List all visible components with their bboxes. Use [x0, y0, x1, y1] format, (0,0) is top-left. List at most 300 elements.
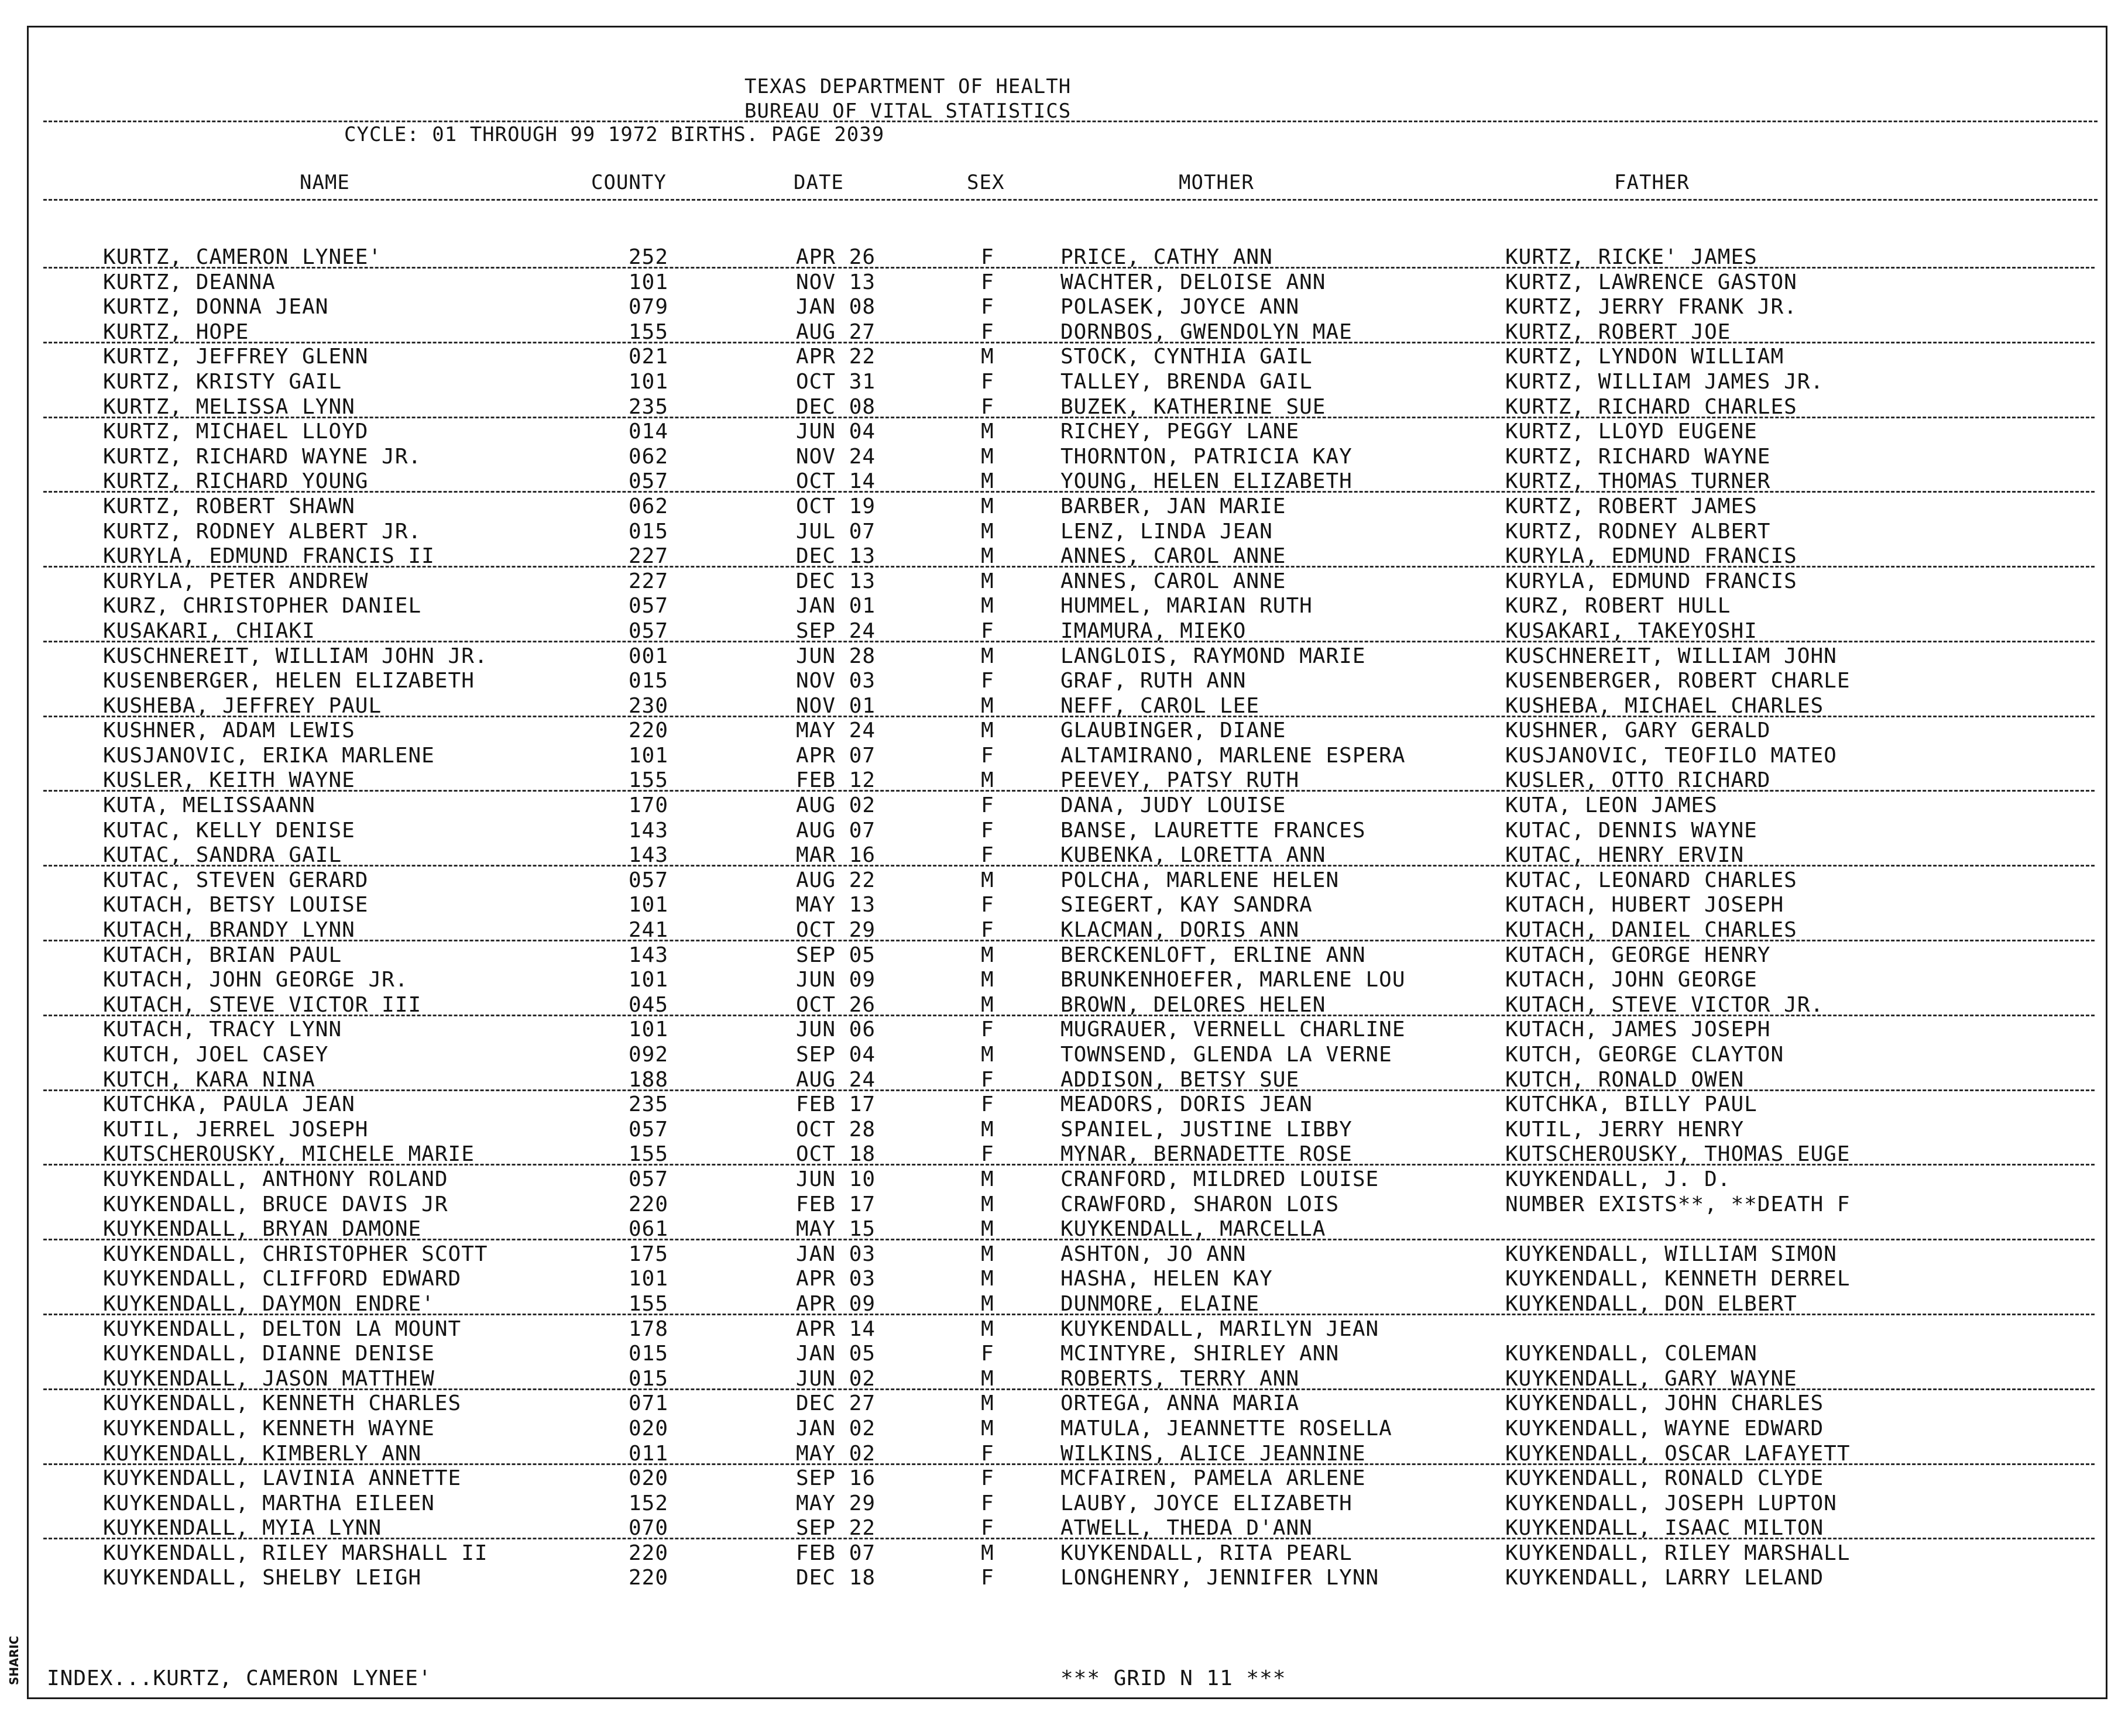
- cell-county: 143: [629, 818, 669, 843]
- cell-date: NOV 13: [796, 270, 876, 294]
- cell-county: 235: [629, 1092, 669, 1117]
- cell-name: KUSAKARI, CHIAKI: [103, 618, 315, 643]
- cell-mother: LAUBY, JOYCE ELIZABETH: [1060, 1491, 1353, 1515]
- cell-date: MAR 16: [796, 843, 876, 868]
- cell-sex: M: [981, 544, 994, 569]
- cell-sex: F: [981, 618, 994, 643]
- cell-mother: MCINTYRE, SHIRLEY ANN: [1060, 1342, 1340, 1366]
- cell-name: KUYKENDALL, DAYMON ENDRE': [103, 1291, 435, 1316]
- cell-name: KURTZ, MELISSA LYNN: [103, 394, 355, 419]
- cell-mother: GRAF, RUTH ANN: [1060, 669, 1247, 693]
- cell-name: KURTZ, MICHAEL LLOYD: [103, 420, 369, 444]
- cell-date: JUN 10: [796, 1167, 876, 1191]
- cell-father: KUTCH, GEORGE CLAYTON: [1505, 1043, 1784, 1067]
- cell-father: KURZ, ROBERT HULL: [1505, 594, 1731, 618]
- cell-mother: GLAUBINGER, DIANE: [1060, 719, 1286, 743]
- table-row: [0, 545, 2118, 570]
- table-row: [0, 570, 2118, 595]
- header-cycle: CYCLE: 01 THROUGH 99 1972 BIRTHS. PAGE 2039: [344, 123, 885, 146]
- cell-father: KURTZ, RICHARD WAYNE: [1505, 444, 1771, 469]
- cell-mother: KUYKENDALL, MARCELLA: [1060, 1217, 1326, 1242]
- cell-father: KUYKENDALL, DON ELBERT: [1505, 1291, 1797, 1316]
- cell-father: KUYKENDALL, WILLIAM SIMON: [1505, 1242, 1837, 1266]
- cell-date: OCT 18: [796, 1142, 876, 1167]
- cell-date: SEP 04: [796, 1043, 876, 1067]
- cell-date: NOV 01: [796, 693, 876, 718]
- cell-mother: MCFAIREN, PAMELA ARLENE: [1060, 1466, 1366, 1491]
- cell-sex: M: [981, 1391, 994, 1416]
- cell-father: KUTIL, JERRY HENRY: [1505, 1117, 1745, 1142]
- cell-father: KUYKENDALL, COLEMAN: [1505, 1342, 1757, 1366]
- cell-mother: POLASEK, JOYCE ANN: [1060, 295, 1300, 319]
- table-row: [0, 1292, 2118, 1318]
- cell-date: SEP 22: [796, 1516, 876, 1541]
- column-header-county: COUNTY: [591, 171, 667, 194]
- cell-county: 020: [629, 1416, 669, 1441]
- cell-county: 062: [629, 494, 669, 518]
- cell-father: KUYKENDALL, WAYNE EDWARD: [1505, 1416, 1824, 1441]
- cell-sex: M: [981, 943, 994, 967]
- table-row: [0, 345, 2118, 370]
- cell-father: KUYKENDALL, JOSEPH LUPTON: [1505, 1491, 1837, 1515]
- cell-name: KURTZ, HOPE: [103, 319, 249, 344]
- cell-sex: F: [981, 1466, 994, 1491]
- cell-mother: LANGLOIS, RAYMOND MARIE: [1060, 644, 1366, 668]
- cell-name: KURTZ, RICHARD WAYNE JR.: [103, 444, 422, 469]
- cell-mother: YOUNG, HELEN ELIZABETH: [1060, 469, 1353, 494]
- cell-mother: ALTAMIRANO, MARLENE ESPERA: [1060, 743, 1406, 768]
- column-header-divider: [43, 199, 2098, 201]
- cell-county: 155: [629, 319, 669, 344]
- cell-county: 057: [629, 618, 669, 643]
- cell-sex: F: [981, 295, 994, 319]
- cell-father: KUTACH, STEVE VICTOR JR.: [1505, 992, 1824, 1017]
- cell-father: KUYKENDALL, KENNETH DERREL: [1505, 1267, 1851, 1291]
- cell-county: 170: [629, 793, 669, 818]
- cell-name: KUYKENDALL, KENNETH WAYNE: [103, 1416, 435, 1441]
- cell-county: 227: [629, 569, 669, 593]
- cell-father: KUSJANOVIC, TEOFILO MATEO: [1505, 743, 1837, 768]
- cell-sex: M: [981, 1043, 994, 1067]
- table-row: [0, 1566, 2118, 1591]
- cell-county: 220: [629, 1566, 669, 1590]
- table-row: [0, 994, 2118, 1019]
- cell-sex: F: [981, 1092, 994, 1117]
- table-row: [0, 695, 2118, 720]
- table-row: [0, 769, 2118, 794]
- table-row: [0, 470, 2118, 495]
- cell-father: NUMBER EXISTS**, **DEATH F: [1505, 1192, 1851, 1216]
- cell-date: OCT 14: [796, 469, 876, 494]
- cell-father: KURTZ, LYNDON WILLIAM: [1505, 345, 1784, 369]
- cell-county: 011: [629, 1441, 669, 1466]
- cell-father: KUTAC, LEONARD CHARLES: [1505, 868, 1797, 892]
- cell-mother: RICHEY, PEGGY LANE: [1060, 420, 1300, 444]
- cell-county: 015: [629, 1342, 669, 1366]
- cell-father: KUTA, LEON JAMES: [1505, 793, 1718, 818]
- cell-name: KUSCHNEREIT, WILLIAM JOHN JR.: [103, 644, 488, 668]
- records-table: [0, 246, 2118, 1591]
- cell-county: 079: [629, 295, 669, 319]
- cell-name: KUSHEBA, JEFFREY PAUL: [103, 693, 382, 718]
- cell-mother: BANSE, LAURETTE FRANCES: [1060, 818, 1366, 843]
- cell-date: MAY 15: [796, 1217, 876, 1242]
- cell-mother: ADDISON, BETSY SUE: [1060, 1067, 1300, 1092]
- cell-name: KUTAC, STEVEN GERARD: [103, 868, 369, 892]
- cell-father: KURTZ, ROBERT JOE: [1505, 319, 1731, 344]
- cell-father: KURTZ, JERRY FRANK JR.: [1505, 295, 1797, 319]
- cell-date: OCT 19: [796, 494, 876, 518]
- cell-sex: F: [981, 818, 994, 843]
- table-row: [0, 719, 2118, 744]
- cell-sex: F: [981, 743, 994, 768]
- table-row: [0, 420, 2118, 445]
- cell-name: KUYKENDALL, JASON MATTHEW: [103, 1366, 435, 1391]
- cell-mother: IMAMURA, MIEKO: [1060, 618, 1247, 643]
- cell-county: 057: [629, 868, 669, 892]
- cell-sex: F: [981, 245, 994, 269]
- cell-name: KURTZ, KRISTY GAIL: [103, 369, 342, 394]
- cell-father: KUTACH, GEORGE HENRY: [1505, 943, 1771, 967]
- header-divider: [43, 121, 2098, 122]
- table-row: [0, 844, 2118, 869]
- cell-father: KUYKENDALL, GARY WAYNE: [1505, 1366, 1797, 1391]
- cell-sex: F: [981, 1566, 994, 1590]
- cell-sex: M: [981, 868, 994, 892]
- cell-sex: M: [981, 1117, 994, 1142]
- cell-sex: M: [981, 345, 994, 369]
- cell-mother: ANNES, CAROL ANNE: [1060, 569, 1286, 593]
- cell-county: 175: [629, 1242, 669, 1266]
- cell-date: JUN 04: [796, 420, 876, 444]
- cell-date: JUL 07: [796, 519, 876, 544]
- table-row: [0, 1267, 2118, 1292]
- cell-sex: F: [981, 369, 994, 394]
- cell-father: KUTCH, RONALD OWEN: [1505, 1067, 1745, 1092]
- cell-date: FEB 17: [796, 1192, 876, 1216]
- cell-sex: F: [981, 270, 994, 294]
- cell-county: 021: [629, 345, 669, 369]
- cell-date: APR 22: [796, 345, 876, 369]
- cell-sex: M: [981, 1291, 994, 1316]
- cell-mother: MATULA, JEANNETTE ROSELLA: [1060, 1416, 1392, 1441]
- cell-mother: BARBER, JAN MARIE: [1060, 494, 1286, 518]
- cell-sex: M: [981, 420, 994, 444]
- cell-county: 020: [629, 1466, 669, 1491]
- cell-county: 101: [629, 369, 669, 394]
- cell-name: KURTZ, JEFFREY GLENN: [103, 345, 369, 369]
- cell-name: KUTA, MELISSAANN: [103, 793, 315, 818]
- cell-sex: F: [981, 793, 994, 818]
- cell-county: 015: [629, 1366, 669, 1391]
- cell-sex: M: [981, 444, 994, 469]
- cell-sex: M: [981, 693, 994, 718]
- table-row: [0, 645, 2118, 670]
- cell-date: JUN 28: [796, 644, 876, 668]
- cell-mother: ATWELL, THEDA D'ANN: [1060, 1516, 1313, 1541]
- cell-name: KURTZ, RODNEY ALBERT JR.: [103, 519, 422, 544]
- cell-name: KUTCHKA, PAULA JEAN: [103, 1092, 355, 1117]
- cell-county: 092: [629, 1043, 669, 1067]
- table-row: [0, 1318, 2118, 1343]
- cell-date: MAY 02: [796, 1441, 876, 1466]
- table-row: [0, 744, 2118, 769]
- cell-date: SEP 05: [796, 943, 876, 967]
- cell-name: KUTACH, BRIAN PAUL: [103, 943, 342, 967]
- cell-name: KUSLER, KEITH WAYNE: [103, 768, 355, 793]
- cell-date: JAN 08: [796, 295, 876, 319]
- cell-sex: F: [981, 1017, 994, 1042]
- cell-county: 101: [629, 1267, 669, 1291]
- cell-father: KURTZ, WILLIAM JAMES JR.: [1505, 369, 1824, 394]
- cell-county: 220: [629, 1541, 669, 1565]
- cell-county: 071: [629, 1391, 669, 1416]
- cell-father: KUTACH, JOHN GEORGE: [1505, 968, 1757, 992]
- table-row: [0, 520, 2118, 545]
- cell-county: 015: [629, 519, 669, 544]
- table-row: [0, 1218, 2118, 1243]
- cell-father: KUYKENDALL, J. D.: [1505, 1167, 1731, 1191]
- cell-name: KUTACH, TRACY LYNN: [103, 1017, 342, 1042]
- cell-county: 178: [629, 1316, 669, 1341]
- cell-county: 001: [629, 644, 669, 668]
- table-row: [0, 1193, 2118, 1218]
- cell-mother: PEEVEY, PATSY RUTH: [1060, 768, 1300, 793]
- cell-father: KURTZ, RODNEY ALBERT: [1505, 519, 1771, 544]
- cell-date: OCT 28: [796, 1117, 876, 1142]
- cell-sex: M: [981, 594, 994, 618]
- cell-date: AUG 07: [796, 818, 876, 843]
- cell-mother: ASHTON, JO ANN: [1060, 1242, 1247, 1266]
- table-row: [0, 594, 2118, 620]
- cell-mother: ORTEGA, ANNA MARIA: [1060, 1391, 1300, 1416]
- table-row: [0, 396, 2118, 421]
- cell-name: KUYKENDALL, BRYAN DAMONE: [103, 1217, 422, 1242]
- cell-name: KURTZ, RICHARD YOUNG: [103, 469, 369, 494]
- cell-date: JAN 05: [796, 1342, 876, 1366]
- cell-name: KUTCH, JOEL CASEY: [103, 1043, 329, 1067]
- cell-date: JAN 03: [796, 1242, 876, 1266]
- cell-date: SEP 24: [796, 618, 876, 643]
- cell-date: JAN 01: [796, 594, 876, 618]
- cell-name: KUSJANOVIC, ERIKA MARLENE: [103, 743, 435, 768]
- cell-sex: M: [981, 1416, 994, 1441]
- table-row: [0, 1392, 2118, 1417]
- cell-sex: F: [981, 918, 994, 943]
- cell-sex: F: [981, 1441, 994, 1466]
- table-row: [0, 1342, 2118, 1367]
- cell-name: KUYKENDALL, RILEY MARSHALL II: [103, 1541, 488, 1565]
- cell-mother: BRUNKENHOEFER, MARLENE LOU: [1060, 968, 1406, 992]
- cell-mother: PRICE, CATHY ANN: [1060, 245, 1273, 269]
- cell-sex: F: [981, 319, 994, 344]
- cell-name: KUTIL, JERREL JOSEPH: [103, 1117, 369, 1142]
- table-row: [0, 1467, 2118, 1492]
- cell-name: KUTACH, BRANDY LYNN: [103, 918, 355, 943]
- table-row: [0, 794, 2118, 819]
- cell-name: KUYKENDALL, DIANNE DENISE: [103, 1342, 435, 1366]
- cell-father: KUTCHKA, BILLY PAUL: [1505, 1092, 1757, 1117]
- table-row: [0, 1417, 2118, 1442]
- column-header-name: NAME: [300, 171, 350, 194]
- cell-father: KURTZ, ROBERT JAMES: [1505, 494, 1757, 518]
- cell-sex: F: [981, 1491, 994, 1515]
- table-row: [0, 1367, 2118, 1393]
- column-header-date: DATE: [794, 171, 844, 194]
- cell-county: 220: [629, 719, 669, 743]
- cell-father: KUTAC, HENRY ERVIN: [1505, 843, 1745, 868]
- table-row: [0, 1068, 2118, 1094]
- cell-county: 230: [629, 693, 669, 718]
- cell-father: KUSHNER, GARY GERALD: [1505, 719, 1771, 743]
- footer-index: INDEX...KURTZ, CAMERON LYNEE': [47, 1666, 432, 1690]
- table-row: [0, 893, 2118, 919]
- table-row: [0, 1043, 2118, 1068]
- cell-sex: F: [981, 394, 994, 419]
- table-row: [0, 246, 2118, 271]
- cell-name: KUSENBERGER, HELEN ELIZABETH: [103, 669, 475, 693]
- cell-date: DEC 08: [796, 394, 876, 419]
- cell-sex: F: [981, 1516, 994, 1541]
- cell-name: KUYKENDALL, MARTHA EILEEN: [103, 1491, 435, 1515]
- cell-mother: WILKINS, ALICE JEANNINE: [1060, 1441, 1366, 1466]
- cell-date: MAY 13: [796, 893, 876, 917]
- table-row: [0, 1118, 2118, 1143]
- cell-county: 241: [629, 918, 669, 943]
- cell-mother: TALLEY, BRENDA GAIL: [1060, 369, 1313, 394]
- cell-name: KUYKENDALL, LAVINIA ANNETTE: [103, 1466, 462, 1491]
- cell-date: JUN 09: [796, 968, 876, 992]
- cell-father: KURTZ, LAWRENCE GASTON: [1505, 270, 1797, 294]
- cell-name: KUYKENDALL, SHELBY LEIGH: [103, 1566, 422, 1590]
- table-row: [0, 919, 2118, 944]
- cell-date: JUN 06: [796, 1017, 876, 1042]
- table-row: [0, 370, 2118, 396]
- cell-sex: F: [981, 1067, 994, 1092]
- cell-mother: MEADORS, DORIS JEAN: [1060, 1092, 1313, 1117]
- cell-county: 062: [629, 444, 669, 469]
- cell-mother: HASHA, HELEN KAY: [1060, 1267, 1273, 1291]
- cell-mother: TOWNSEND, GLENDA LA VERNE: [1060, 1043, 1392, 1067]
- cell-father: KUSHEBA, MICHAEL CHARLES: [1505, 693, 1824, 718]
- cell-father: KURTZ, RICHARD CHARLES: [1505, 394, 1797, 419]
- cell-date: NOV 24: [796, 444, 876, 469]
- cell-name: KURTZ, DONNA JEAN: [103, 295, 329, 319]
- cell-county: 235: [629, 394, 669, 419]
- table-row: [0, 819, 2118, 844]
- cell-date: APR 09: [796, 1291, 876, 1316]
- table-row: [0, 1517, 2118, 1542]
- cell-father: KUTSCHEROUSKY, THOMAS EUGE: [1505, 1142, 1851, 1167]
- side-label-text: SHARIC: [7, 1635, 21, 1685]
- cell-date: APR 07: [796, 743, 876, 768]
- table-row: [0, 495, 2118, 520]
- cell-date: JUN 02: [796, 1366, 876, 1391]
- cell-county: 152: [629, 1491, 669, 1515]
- cell-father: KUTACH, HUBERT JOSEPH: [1505, 893, 1784, 917]
- cell-county: 155: [629, 768, 669, 793]
- cell-date: DEC 13: [796, 569, 876, 593]
- table-row: [0, 869, 2118, 894]
- cell-mother: SIEGERT, KAY SANDRA: [1060, 893, 1313, 917]
- table-row: [0, 295, 2118, 321]
- cell-county: 057: [629, 1117, 669, 1142]
- cell-sex: F: [981, 1342, 994, 1366]
- cell-sex: M: [981, 1316, 994, 1341]
- cell-mother: DANA, JUDY LOUISE: [1060, 793, 1286, 818]
- table-row: [0, 1542, 2118, 1567]
- cell-date: NOV 03: [796, 669, 876, 693]
- side-label: [2, 1635, 26, 1697]
- table-row: [0, 1243, 2118, 1268]
- cell-father: KUTACH, DANIEL CHARLES: [1505, 918, 1797, 943]
- cell-sex: M: [981, 1267, 994, 1291]
- table-row: [0, 968, 2118, 994]
- cell-mother: POLCHA, MARLENE HELEN: [1060, 868, 1340, 892]
- cell-sex: M: [981, 968, 994, 992]
- cell-county: 070: [629, 1516, 669, 1541]
- cell-father: KUYKENDALL, ISAAC MILTON: [1505, 1516, 1824, 1541]
- cell-sex: M: [981, 1366, 994, 1391]
- cell-sex: M: [981, 469, 994, 494]
- cell-county: 101: [629, 743, 669, 768]
- cell-name: KUTACH, BETSY LOUISE: [103, 893, 369, 917]
- cell-name: KUTCH, KARA NINA: [103, 1067, 315, 1092]
- cell-mother: LONGHENRY, JENNIFER LYNN: [1060, 1566, 1379, 1590]
- cell-father: KUSAKARI, TAKEYOSHI: [1505, 618, 1757, 643]
- cell-name: KUYKENDALL, BRUCE DAVIS JR: [103, 1192, 448, 1216]
- cell-date: DEC 13: [796, 544, 876, 569]
- cell-mother: ANNES, CAROL ANNE: [1060, 544, 1286, 569]
- table-row: [0, 620, 2118, 645]
- cell-name: KURTZ, CAMERON LYNEE': [103, 245, 382, 269]
- cell-mother: CRANFORD, MILDRED LOUISE: [1060, 1167, 1379, 1191]
- cell-county: 101: [629, 968, 669, 992]
- cell-mother: DUNMORE, ELAINE: [1060, 1291, 1260, 1316]
- cell-county: 057: [629, 594, 669, 618]
- cell-father: KUTACH, JAMES JOSEPH: [1505, 1017, 1771, 1042]
- cell-name: KUTAC, KELLY DENISE: [103, 818, 355, 843]
- cell-date: DEC 18: [796, 1566, 876, 1590]
- cell-mother: WACHTER, DELOISE ANN: [1060, 270, 1326, 294]
- cell-county: 057: [629, 1167, 669, 1191]
- cell-name: KUTSCHEROUSKY, MICHELE MARIE: [103, 1142, 475, 1167]
- cell-date: JAN 02: [796, 1416, 876, 1441]
- cell-mother: ROBERTS, TERRY ANN: [1060, 1366, 1300, 1391]
- cell-county: 220: [629, 1192, 669, 1216]
- cell-date: MAY 29: [796, 1491, 876, 1515]
- table-row: [0, 1093, 2118, 1118]
- cell-mother: THORNTON, PATRICIA KAY: [1060, 444, 1353, 469]
- cell-mother: HUMMEL, MARIAN RUTH: [1060, 594, 1313, 618]
- cell-mother: KLACMAN, DORIS ANN: [1060, 918, 1300, 943]
- cell-sex: F: [981, 893, 994, 917]
- cell-name: KURYLA, EDMUND FRANCIS II: [103, 544, 435, 569]
- table-row: [0, 321, 2118, 346]
- table-row: [0, 1442, 2118, 1467]
- cell-sex: M: [981, 768, 994, 793]
- cell-mother: KUYKENDALL, MARILYN JEAN: [1060, 1316, 1379, 1341]
- cell-name: KUSHNER, ADAM LEWIS: [103, 719, 355, 743]
- cell-date: FEB 17: [796, 1092, 876, 1117]
- cell-name: KURTZ, ROBERT SHAWN: [103, 494, 355, 518]
- cell-father: KURTZ, THOMAS TURNER: [1505, 469, 1771, 494]
- cell-date: OCT 29: [796, 918, 876, 943]
- cell-date: OCT 26: [796, 992, 876, 1017]
- cell-county: 252: [629, 245, 669, 269]
- cell-name: KUTAC, SANDRA GAIL: [103, 843, 342, 868]
- cell-county: 101: [629, 893, 669, 917]
